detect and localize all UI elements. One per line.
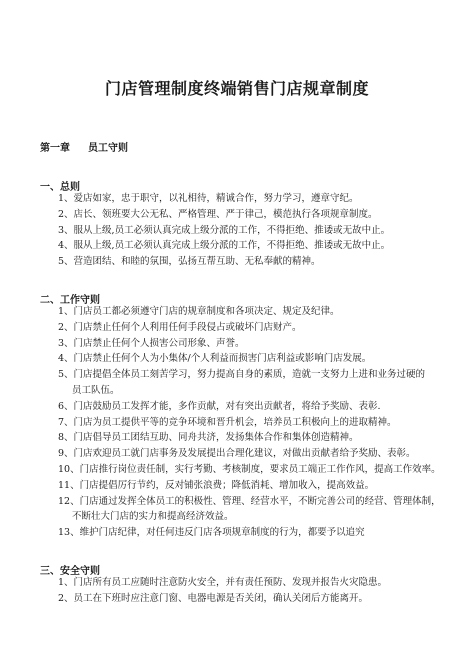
list-item-continuation: 不断壮大门店的实力和提高经济效益。	[72, 511, 234, 523]
list-item: 8、门店倡导员工团结互助、同舟共济，发扬集体合作和集体创造精神。	[58, 432, 359, 444]
list-item: 12、门店通过发挥全体员工的积极性、管理、经营水平，不断完善公司的经营、管理体制，	[58, 495, 441, 507]
section-heading-safety: 三、安全守则	[40, 566, 100, 577]
list-item: 2、门店禁止任何个人利用任何手段侵占或破坏门店财产。	[58, 321, 302, 333]
list-item: 10、门店推行岗位责任制，实行考勤、考核制度，要求员工端正工作作风，提高工作效率。	[58, 463, 441, 475]
list-item: 11、门店提倡厉行节约，反对铺张浪费；降低消耗、增加收入，提高效益。	[58, 479, 375, 491]
list-item: 6、门店鼓励员工发挥才能，多作贡献，对有突出贡献者，将给予奖励、表彰.	[58, 400, 381, 412]
chapter-title: 员工守则	[88, 143, 128, 154]
list-item: 1、门店员工都必须遵守门店的规章制度和各项决定、规定及纪律。	[58, 306, 340, 317]
list-item: 1、门店所有员工应随时注意防火安全，并有责任预防、发现并报告火灾隐患。	[58, 577, 388, 588]
list-item: 4、门店禁止任何个人为小集体/个人利益而损害门店利益或影响门店发展。	[58, 353, 372, 365]
list-item: 4、服从上级,员工必须认真完成上级分派的工作，不得拒绝、推诿或无故中止。	[58, 240, 391, 252]
list-item: 2、员工在下班时应注意门窗、电器电源是否关闭，确认关闭后方能离开。	[58, 592, 369, 604]
list-item: 5、营造团结、和睦的氛围，弘扬互帮互助、无私奉献的精神。	[58, 256, 321, 268]
list-item-continuation: 员工队伍。	[72, 384, 120, 396]
section-list-general	[58, 191, 448, 270]
section-heading-work-rules: 二、工作守则	[40, 295, 100, 306]
list-item: 3、服从上级,员工必须认真完成上级分派的工作，不得拒绝、推诿或无故中止。	[58, 224, 391, 236]
list-item: 2、店长、领班要大公无私、严格管理、严于律己，模范执行各项规章制度。	[58, 208, 378, 220]
list-item: 1、爱店如家，忠于职守，以礼相待，精诚合作，努力学习，遵章守纪。	[58, 193, 359, 204]
list-item: 13、维护门店纪律，对任何违反门店各项规章制度的行为，都要予以追究	[58, 527, 365, 539]
list-item: 3、门店禁止任何个人损害公司形象、声誉。	[58, 337, 245, 349]
list-item: 5、门店提倡全体员工刻苦学习，努力提高自身的素质，造就一支努力上进和业务过硬的	[58, 369, 426, 381]
list-item: 7、门店为员工提供平等的竞争环境和晋升机会，培养员工积极向上的进取精神。	[58, 416, 397, 428]
section-list-work-rules	[58, 304, 448, 541]
chapter-number: 第一章	[40, 143, 70, 154]
chapter-heading	[40, 139, 128, 154]
section-heading-general: 一、总则	[40, 182, 80, 193]
document-title: 门店管理制度终端销售门店规章制度	[104, 79, 369, 98]
list-item: 9、门店欢迎员工就门店事务及发展提出合理化建议，对做出贡献者给予奖励、表彰。	[58, 448, 416, 460]
section-list-safety	[58, 575, 448, 607]
